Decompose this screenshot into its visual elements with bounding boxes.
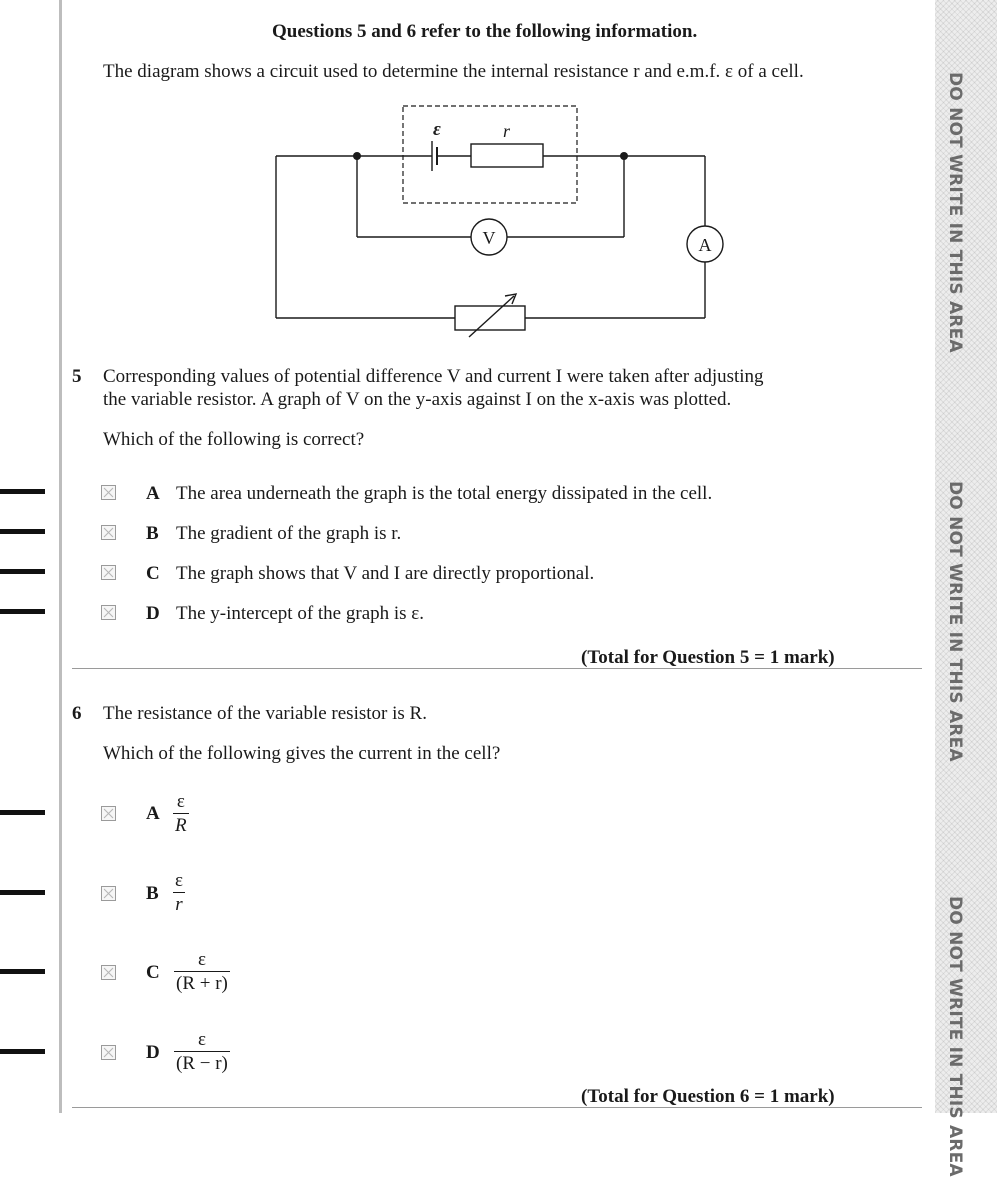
internal-resistor: [471, 144, 543, 167]
question-5-number: 5: [72, 366, 82, 387]
option-text: The gradient of the graph is r.: [176, 523, 402, 544]
answer-checkbox-5d[interactable]: [101, 605, 116, 620]
option-letter: A: [146, 803, 160, 824]
timing-mark: [0, 890, 45, 895]
fraction: [174, 1029, 230, 1076]
question-6-prompt: Which of the following gives the current in the cell?: [103, 743, 501, 764]
option-text: The area underneath the graph is the total energy dissipated in the cell.: [176, 483, 713, 504]
option-text: The y-intercept of the graph is ε.: [176, 603, 425, 624]
question-6-total: (Total for Question 6 = 1 mark): [581, 1086, 835, 1107]
fraction: [173, 870, 185, 917]
numerator: ε: [176, 791, 185, 812]
section-heading: Questions 5 and 6 refer to the following information.: [272, 21, 698, 42]
numerator: ε: [197, 949, 206, 970]
timing-mark: [0, 969, 45, 974]
answer-checkbox-6b[interactable]: [101, 886, 116, 901]
emf-label: ε: [433, 119, 441, 140]
circuit-diagram: [0, 0, 997, 340]
answer-checkbox-6a[interactable]: [101, 806, 116, 821]
fraction: [174, 949, 230, 996]
timing-mark: [0, 1049, 45, 1054]
timing-mark: [0, 609, 45, 614]
answer-checkbox-5a[interactable]: [101, 485, 116, 500]
timing-mark: [0, 810, 45, 815]
margin-warning-2: DO NOT WRITE IN THIS AREA: [945, 481, 965, 762]
option-letter: B: [146, 523, 159, 544]
denominator: R: [175, 815, 187, 836]
timing-mark: [0, 569, 45, 574]
answer-checkbox-5b[interactable]: [101, 525, 116, 540]
numerator: ε: [175, 870, 183, 891]
option-letter: A: [146, 483, 160, 504]
option-letter: D: [146, 603, 160, 624]
option-letter: C: [146, 563, 160, 584]
margin-warning-3: DO NOT WRITE IN THIS AREA: [945, 896, 965, 1177]
timing-mark: [0, 489, 45, 494]
question-5-stem-line2: the variable resistor. A graph of V on the y-axis against I on the x-axis was plotted.: [103, 389, 732, 410]
answer-checkbox-5c[interactable]: [101, 565, 116, 580]
denominator: r: [175, 894, 183, 915]
option-letter: D: [146, 1042, 160, 1063]
ammeter-label: A: [698, 235, 712, 255]
question-6-stem: The resistance of the variable resistor is R.: [103, 703, 427, 724]
intro-text: The diagram shows a circuit used to determine the internal resistance r and e.m.f. ε of a cell.: [103, 61, 804, 82]
answer-checkbox-6d[interactable]: [101, 1045, 116, 1060]
question-5-total: (Total for Question 5 = 1 mark): [581, 647, 835, 668]
option-letter: B: [146, 883, 159, 904]
timing-mark: [0, 529, 45, 534]
numerator: ε: [197, 1029, 206, 1050]
internal-resistance-label: r: [503, 121, 511, 141]
question-6-number: 6: [72, 703, 82, 724]
divider: [72, 1107, 922, 1108]
junction-dot: [353, 152, 361, 160]
question-5-stem-line1: Corresponding values of potential difference V and current I were taken after adjusting: [103, 366, 764, 387]
question-5-prompt: Which of the following is correct?: [103, 429, 365, 450]
denominator: (R − r): [176, 1053, 228, 1074]
option-text: The graph shows that V and I are directly proportional.: [176, 563, 595, 584]
answer-checkbox-6c[interactable]: [101, 965, 116, 980]
junction-dot: [620, 152, 628, 160]
divider: [72, 668, 922, 669]
option-letter: C: [146, 962, 160, 983]
fraction: [173, 791, 189, 838]
denominator: (R + r): [176, 973, 228, 994]
voltmeter-label: V: [482, 228, 496, 248]
margin-warning-1: DO NOT WRITE IN THIS AREA: [945, 72, 965, 353]
